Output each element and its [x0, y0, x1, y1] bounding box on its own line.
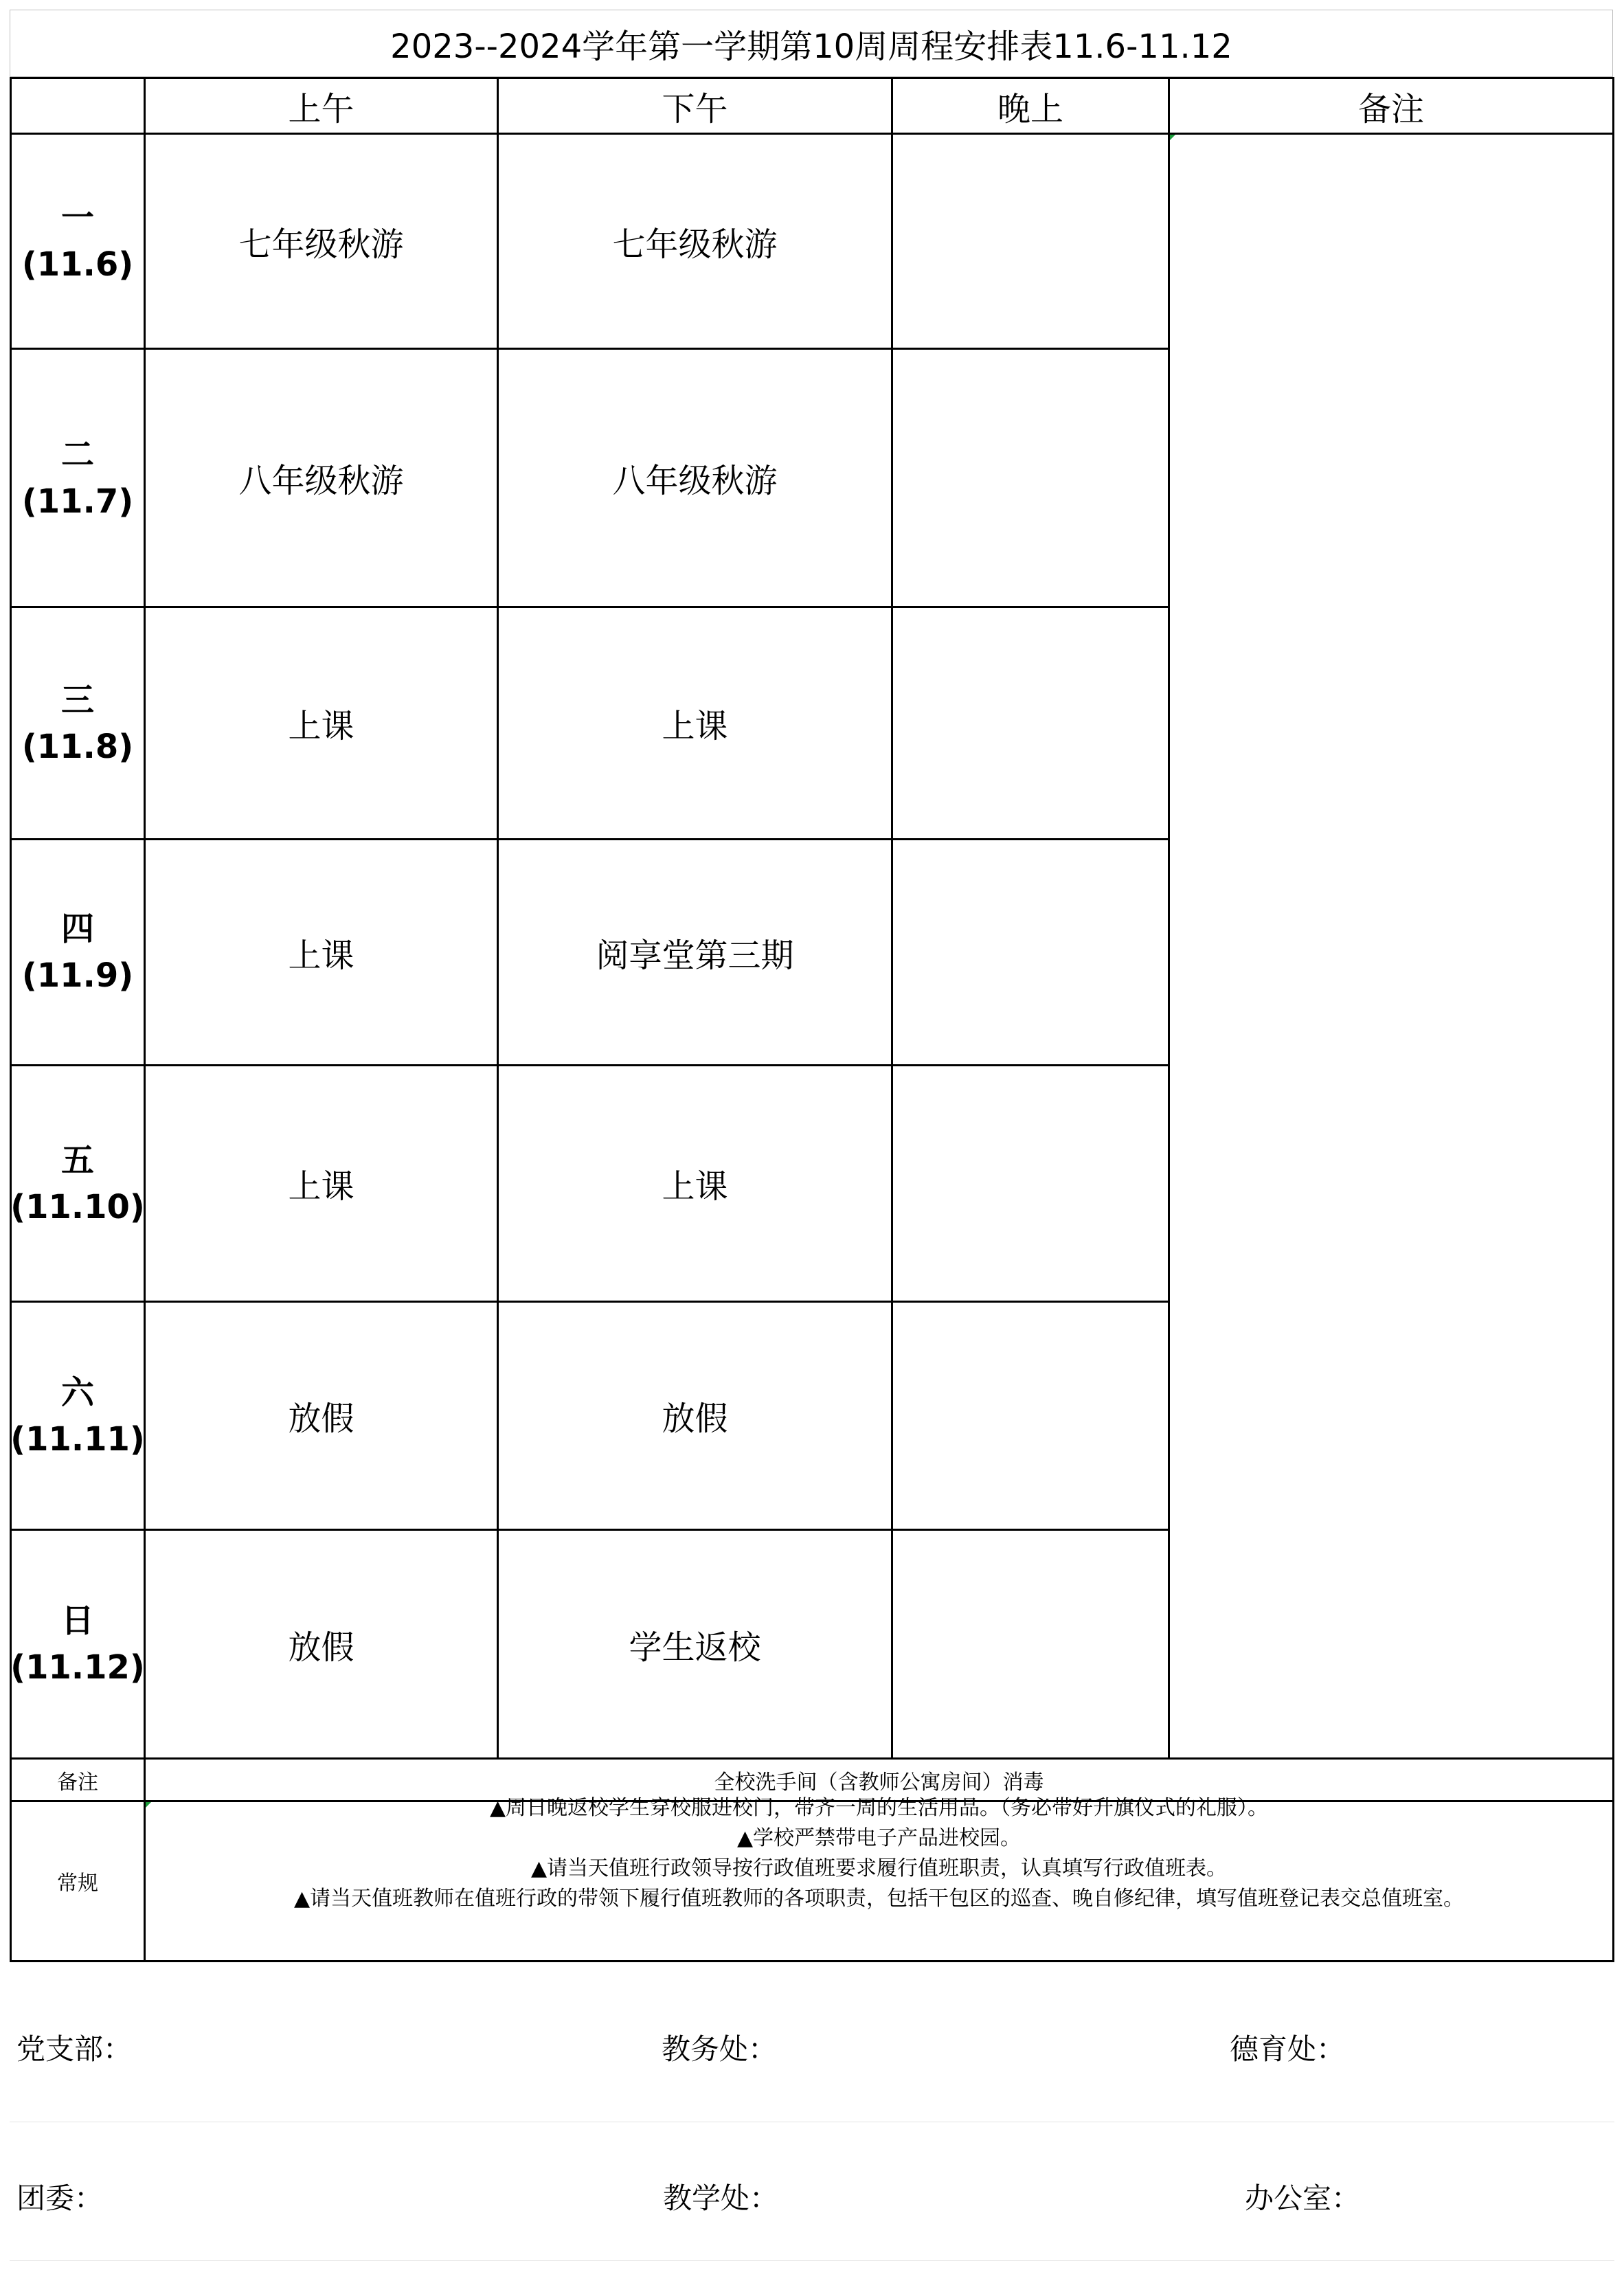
day-label: [12, 840, 144, 1064]
evening-activity: [893, 840, 1168, 1064]
afternoon-activity: 阅享堂第三期: [596, 936, 794, 975]
day-date: (11.11): [10, 1419, 145, 1459]
day-name: 二: [60, 435, 94, 474]
morning-activity: 放假: [288, 1400, 354, 1438]
day-date: (11.7): [21, 482, 134, 521]
notes-column-cell: [1170, 135, 1612, 1757]
routine-label: 常规: [57, 1872, 98, 1896]
page-title: 2023--2024学年第一学期第10周周程安排表11.6-11.12: [10, 10, 1613, 77]
day-name: 五: [60, 1140, 94, 1180]
header-afternoon: 下午: [662, 89, 728, 128]
day-label: [12, 1531, 144, 1757]
evening-activity: [893, 1066, 1168, 1301]
day-name: 一: [60, 199, 94, 237]
day-date: (11.6): [21, 245, 134, 284]
day-name: 三: [60, 680, 94, 719]
day-label: [12, 350, 144, 606]
evening-activity: [893, 608, 1168, 838]
afternoon-activity: 学生返校: [629, 1628, 761, 1667]
evening-activity: [893, 1531, 1168, 1757]
remarks-text: 全校洗手间（含教师公寓房间）消毒: [714, 1770, 1044, 1795]
evening-activity: [893, 135, 1168, 348]
afternoon-activity: 七年级秋游: [612, 225, 778, 264]
signature-party: 党支部：: [16, 2032, 133, 2066]
day-label: [12, 1303, 144, 1529]
afternoon-activity: 放假: [662, 1400, 728, 1438]
signature-academic: 教务处：: [662, 2032, 778, 2066]
morning-activity: 七年级秋游: [238, 225, 404, 264]
afternoon-activity: 上课: [662, 707, 728, 745]
morning-activity: 上课: [288, 936, 354, 975]
grid-line: [10, 1960, 1614, 1962]
grid-line: [1612, 77, 1614, 1962]
signature-league: 团委：: [16, 2181, 104, 2215]
header-evening: 晚上: [997, 89, 1063, 128]
day-date: (11.9): [21, 956, 134, 995]
day-name: 日: [60, 1602, 94, 1640]
routine-line: ▲请当天值班教师在值班行政的带领下履行值班教师的各项职责，包括干包区的巡查、晚自修纪律，填写值班登记表交总值班室。: [293, 1887, 1465, 1911]
morning-activity: 上课: [288, 1167, 354, 1206]
header-morning: 上午: [288, 89, 354, 128]
remarks-label: 备注: [57, 1770, 98, 1795]
routine-line: ▲周日晚返校学生穿校服进校门，带齐一周的生活用品。（务必带好升旗仪式的礼服）。: [489, 1796, 1269, 1820]
routine-line: ▲请当天值班行政领导按行政值班要求履行值班职责，认真填写行政值班表。: [530, 1856, 1228, 1880]
signature-teaching: 教学处：: [663, 2181, 779, 2215]
signature-moral: 德育处：: [1230, 2032, 1346, 2066]
morning-activity: 放假: [288, 1628, 354, 1667]
day-label: [12, 1066, 144, 1301]
day-name: 六: [60, 1373, 94, 1412]
routine-text: [146, 1796, 1612, 1911]
day-label: [12, 608, 144, 838]
header-notes: 备注: [1357, 89, 1424, 128]
routine-line: ▲学校严禁带电子产品进校园。: [736, 1826, 1022, 1850]
evening-activity: [893, 350, 1168, 606]
signature-office: 办公室：: [1245, 2181, 1361, 2215]
divider: [10, 2260, 1614, 2261]
day-date: (11.12): [10, 1648, 145, 1687]
day-label: [12, 135, 144, 348]
evening-activity: [893, 1303, 1168, 1529]
afternoon-activity: 八年级秋游: [612, 462, 778, 500]
day-date: (11.10): [10, 1187, 145, 1226]
day-name: 四: [60, 910, 94, 948]
afternoon-activity: 上课: [662, 1167, 728, 1206]
day-date: (11.8): [21, 727, 134, 766]
morning-activity: 八年级秋游: [238, 462, 404, 500]
morning-activity: 上课: [288, 707, 354, 745]
